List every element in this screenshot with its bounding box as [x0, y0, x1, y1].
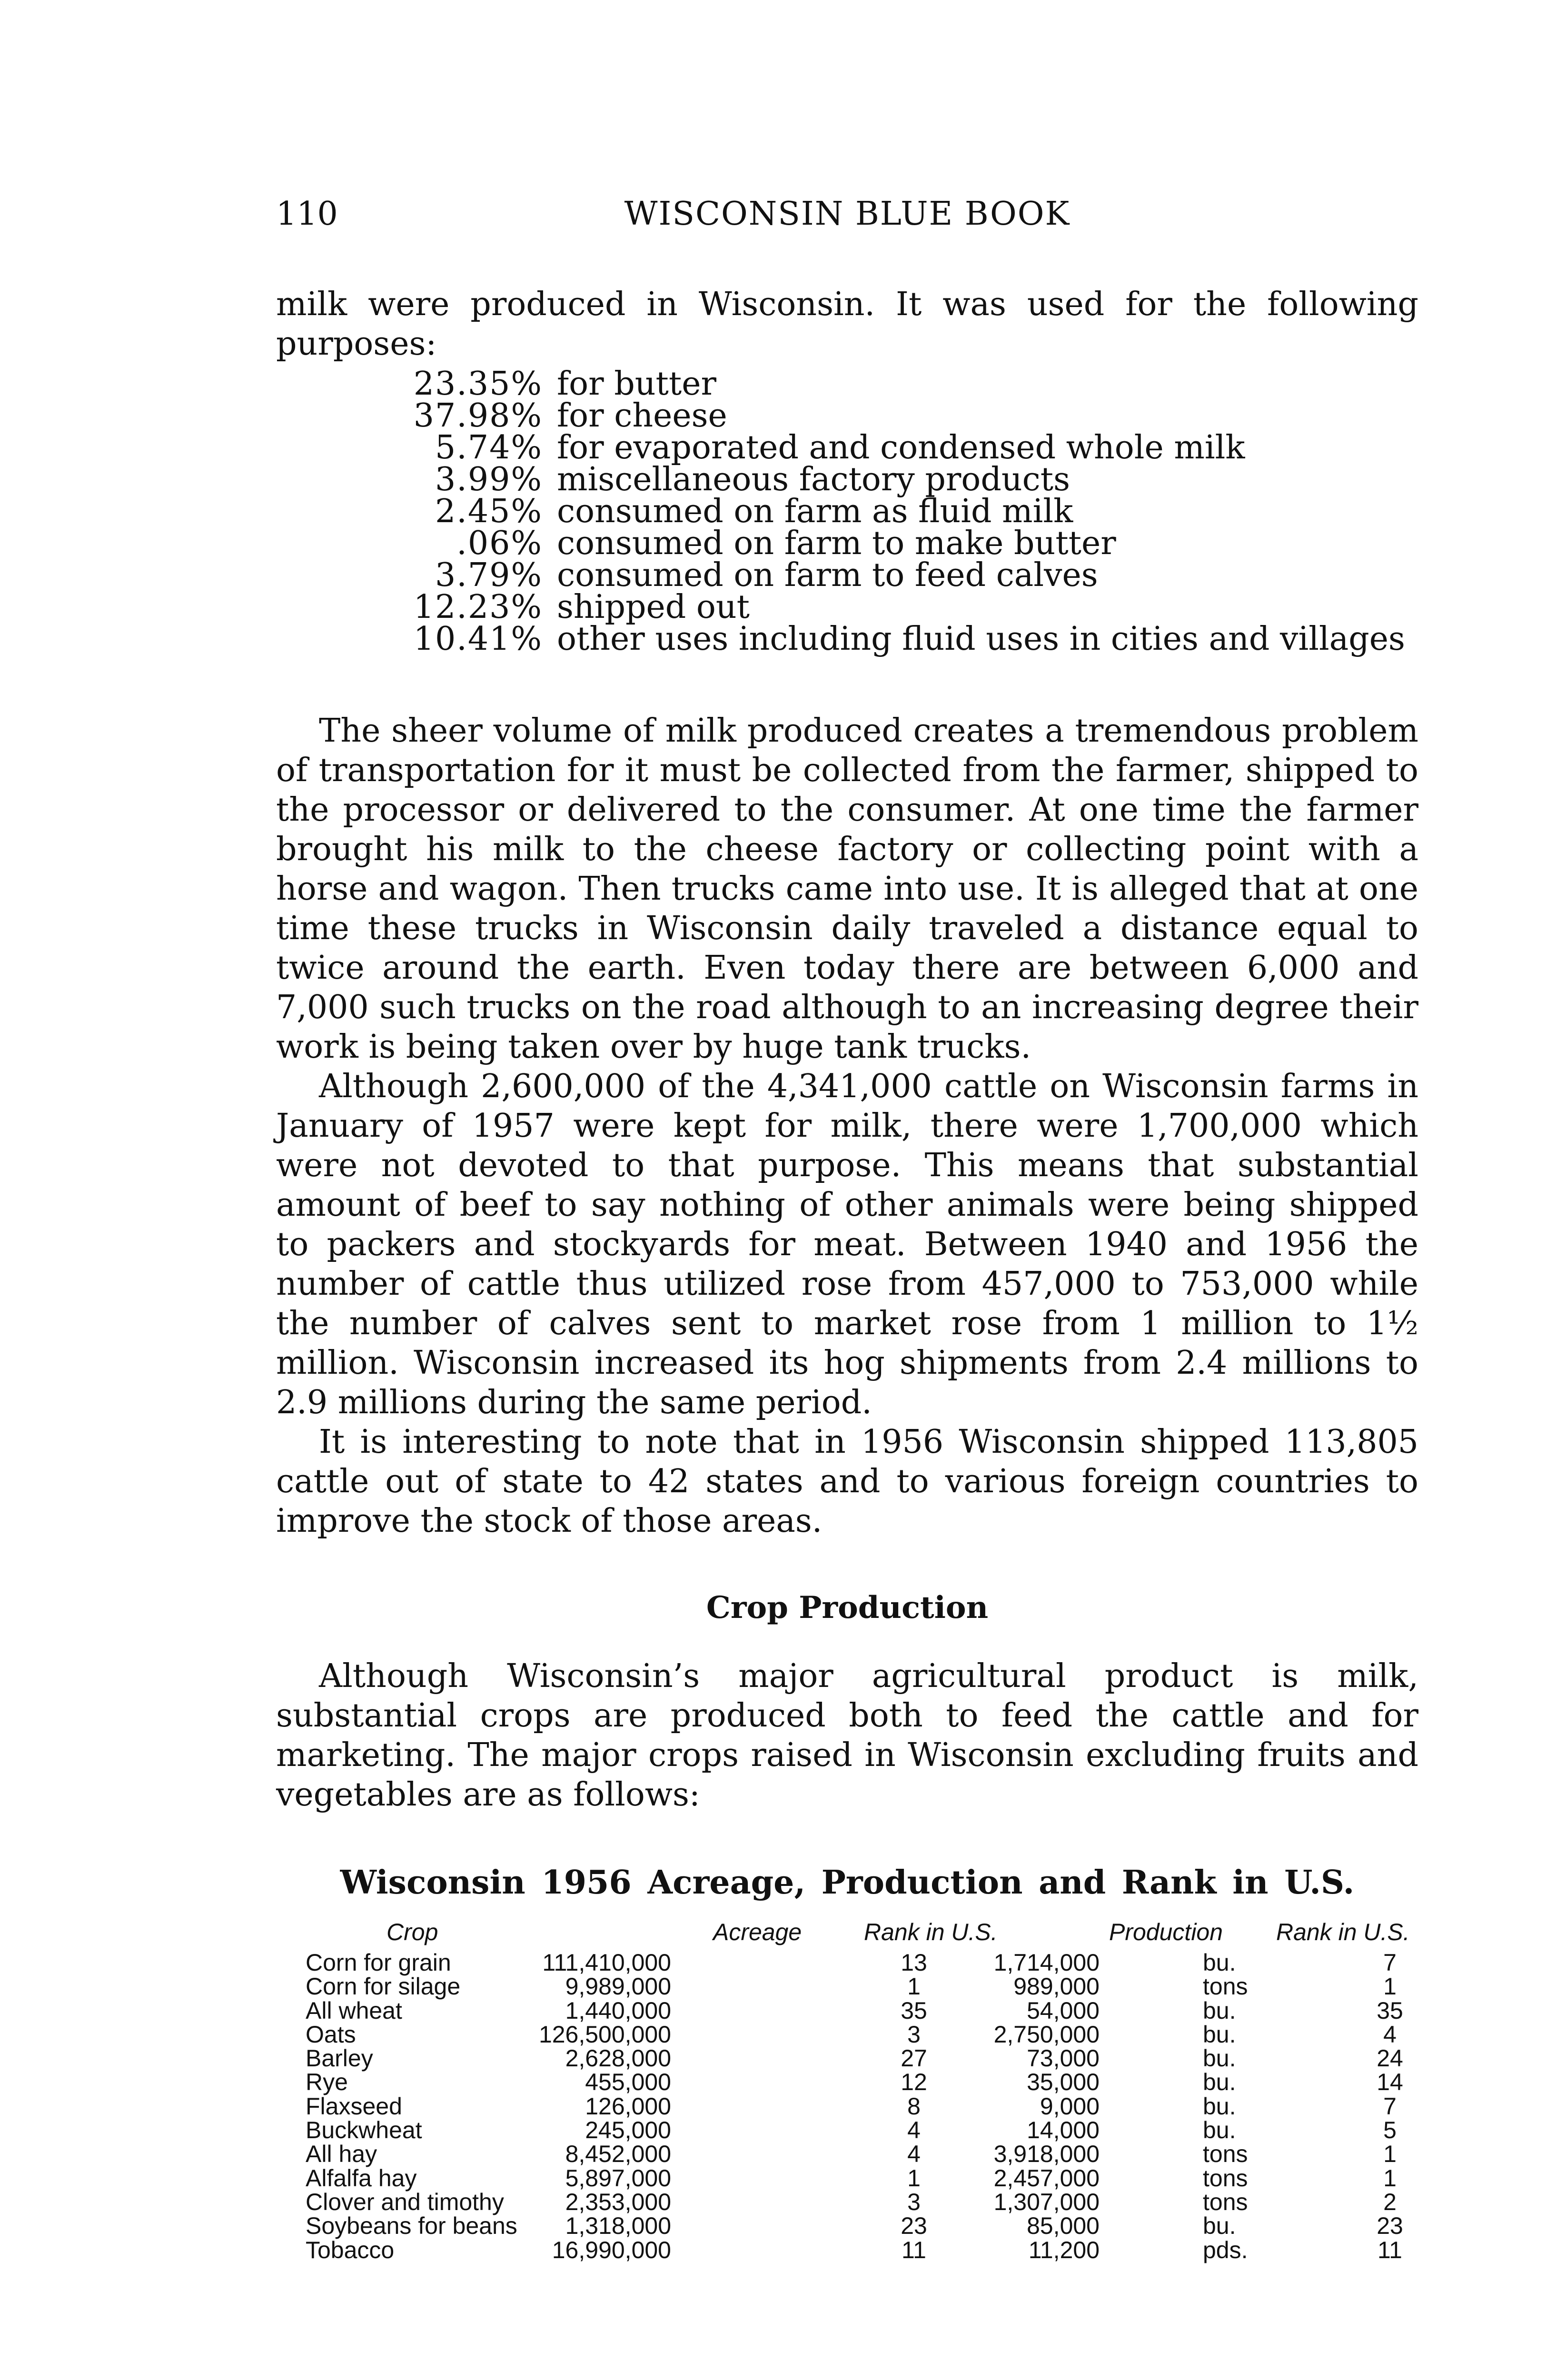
cell-production: 8,452,000 — [565, 2141, 671, 2168]
cell-unit: bu. — [1203, 1997, 1236, 2024]
use-percent: .06% — [456, 525, 543, 562]
table-row — [286, 2070, 1428, 2094]
cell-unit: tons — [1203, 2188, 1248, 2215]
cell-rank-production: 1 — [1383, 1973, 1397, 2000]
use-percent: 12.23% — [413, 588, 543, 626]
cell-rank-acreage: 27 — [901, 2045, 927, 2072]
use-percent: 37.98% — [413, 397, 543, 435]
use-percent: 3.79% — [435, 556, 543, 594]
cell-acreage: 1,714,000 — [993, 1949, 1100, 1976]
list-item — [276, 588, 1418, 626]
cell-crop: Buckwheat — [306, 2117, 422, 2144]
table-row — [286, 2166, 1428, 2190]
crop-paragraph — [276, 1656, 1418, 1815]
column-header-rank-production: Rank in U.S. — [1276, 1919, 1410, 1945]
list-item — [276, 556, 1418, 594]
table-title: Wisconsin 1956 Acreage, Production and Rank in U.S. — [340, 1864, 1355, 1902]
cell-unit: bu. — [1203, 2069, 1236, 2096]
paragraph-transportation: The sheer volume of milk produced creates a tremendous problem of transportation for it must be collected from the farmer, shipped to the processor or delivered to the consumer. At one time the farmer brought his milk to the cheese factory or collecting point with a horse and wagon. Then trucks came into use. It is alleged that at one time these trucks in Wisconsin daily traveled a distance equal to twice around the earth. Even today there are between 6,000 and 7,000 such trucks on the road although to an increasing degree their work is being taken over by huge tank trucks. — [276, 712, 1418, 1066]
column-header-production: Production — [1109, 1919, 1223, 1945]
use-description: shipped out — [557, 588, 750, 626]
cell-acreage: 73,000 — [1027, 2045, 1100, 2072]
cell-rank-acreage: 23 — [901, 2212, 927, 2240]
cell-crop: Soybeans for beans — [306, 2212, 517, 2240]
cell-production: 16,990,000 — [552, 2236, 671, 2263]
cell-acreage: 2,750,000 — [993, 2021, 1100, 2048]
use-description: miscellaneous factory products — [557, 461, 1070, 498]
cell-crop: Oats — [306, 2021, 356, 2048]
cell-crop: Tobacco — [306, 2236, 395, 2263]
cell-rank-production: 4 — [1383, 2021, 1397, 2048]
cell-unit: tons — [1203, 2164, 1248, 2192]
cell-production: 126,000 — [585, 2092, 671, 2120]
table-row — [286, 2118, 1428, 2142]
use-description: for evaporated and condensed whole milk — [557, 429, 1245, 466]
cell-rank-acreage: 35 — [901, 1997, 927, 2024]
cell-acreage: 54,000 — [1027, 1997, 1100, 2024]
cell-rank-production: 5 — [1383, 2117, 1397, 2144]
cell-rank-production: 35 — [1377, 1997, 1403, 2024]
cell-unit: tons — [1203, 1973, 1248, 2000]
table-row — [286, 1999, 1428, 2023]
cell-rank-acreage: 1 — [907, 1973, 921, 2000]
use-description: for butter — [557, 365, 716, 403]
cell-production: 245,000 — [585, 2117, 671, 2144]
column-header-rank-acreage: Rank in U.S. — [864, 1919, 998, 1945]
cell-rank-acreage: 13 — [901, 1949, 927, 1976]
cell-rank-acreage: 8 — [907, 2092, 921, 2120]
cell-acreage: 35,000 — [1027, 2069, 1100, 2096]
crop-table — [286, 1918, 1428, 2262]
cell-crop: Clover and timothy — [306, 2188, 504, 2215]
cell-unit: bu. — [1203, 2212, 1236, 2240]
use-percent: 2.45% — [435, 493, 543, 530]
cell-acreage: 9,000 — [1040, 2092, 1100, 2120]
cell-acreage: 14,000 — [1027, 2117, 1100, 2144]
paragraph-cattle: Although 2,600,000 of the 4,341,000 cattle on Wisconsin farms in January of 1957 were kept for milk, there were 1,700,000 which were not devoted to that purpose. This means that substantial amount of beef to say nothing of other animals were being shipped to packers and stockyards for meat. Between 1940 and 1956 the number of cattle thus utilized rose from 457,000 to 753,000 while the number of calves sent to market rose from 1 million to 1½ million. Wisconsin increased its hog shipments from 2.4 millions to 2.9 millions during the same period. — [276, 1068, 1418, 1421]
intro-paragraph — [276, 285, 1418, 364]
cell-production: 2,353,000 — [565, 2188, 671, 2215]
table-row — [286, 2023, 1428, 2046]
cell-unit: bu. — [1203, 2092, 1236, 2120]
table-row — [286, 1974, 1428, 1998]
table-row — [286, 2214, 1428, 2238]
use-percent: 5.74% — [435, 429, 543, 466]
cell-production: 126,500,000 — [538, 2021, 671, 2048]
cell-rank-production: 2 — [1383, 2188, 1397, 2215]
cell-production: 1,440,000 — [565, 1997, 671, 2024]
cell-production: 5,897,000 — [565, 2164, 671, 2192]
column-header-acreage: Acreage — [713, 1919, 802, 1945]
table-row — [286, 2046, 1428, 2070]
use-description: consumed on farm to make butter — [557, 525, 1116, 562]
cell-rank-production: 7 — [1383, 1949, 1397, 1976]
column-header-crop: Crop — [386, 1919, 438, 1945]
cell-crop: Barley — [306, 2045, 373, 2072]
cell-unit: bu. — [1203, 1949, 1236, 1976]
cell-acreage: 989,000 — [1013, 1973, 1100, 2000]
cell-acreage: 3,918,000 — [993, 2141, 1100, 2168]
list-item — [276, 461, 1418, 498]
use-percent: 10.41% — [413, 620, 543, 658]
use-description: consumed on farm as fluid milk — [557, 493, 1073, 530]
cell-rank-acreage: 4 — [907, 2141, 921, 2168]
page-header — [276, 195, 1418, 238]
cell-crop: All wheat — [306, 1997, 402, 2024]
cell-acreage: 85,000 — [1027, 2212, 1100, 2240]
cell-production: 111,410,000 — [542, 1949, 671, 1976]
table-header — [286, 1918, 1428, 1951]
cell-production: 1,318,000 — [565, 2212, 671, 2240]
cell-rank-production: 14 — [1377, 2069, 1403, 2096]
cell-rank-production: 1 — [1383, 2141, 1397, 2168]
cell-rank-production: 1 — [1383, 2164, 1397, 2192]
list-item — [276, 620, 1418, 658]
list-item — [276, 429, 1418, 466]
use-description: other uses including fluid uses in cities and villages — [557, 620, 1405, 658]
cell-rank-acreage: 4 — [907, 2117, 921, 2144]
use-description: consumed on farm to feed calves — [557, 556, 1098, 594]
table-row — [286, 2238, 1428, 2262]
cell-rank-acreage: 11 — [902, 2236, 926, 2263]
milk-uses-list — [276, 365, 1418, 658]
use-percent: 23.35% — [413, 365, 543, 403]
table-row — [286, 1951, 1428, 1974]
table-row — [286, 2190, 1428, 2214]
cell-unit: tons — [1203, 2141, 1248, 2168]
cell-production: 455,000 — [585, 2069, 671, 2096]
cell-production: 2,628,000 — [565, 2045, 671, 2072]
list-item — [276, 365, 1418, 403]
paragraph-shipments: It is interesting to note that in 1956 Wisconsin shipped 113,805 cattle out of state to 42 states and to various foreign countries to improve the stock of those areas. — [276, 1423, 1418, 1540]
body-paragraphs — [276, 711, 1418, 1541]
cell-unit: pds. — [1203, 2236, 1248, 2263]
intro-text: milk were produced in Wisconsin. It was used for the following purposes: — [276, 286, 1418, 363]
running-title: WISCONSIN BLUE BOOK — [624, 195, 1070, 233]
use-percent: 3.99% — [435, 461, 543, 498]
cell-rank-production: 24 — [1377, 2045, 1403, 2072]
cell-acreage: 1,307,000 — [993, 2188, 1100, 2215]
section-heading: Crop Production — [706, 1590, 989, 1626]
cell-rank-acreage: 12 — [901, 2069, 927, 2096]
cell-crop: Corn for grain — [306, 1949, 451, 1976]
cell-crop: Flaxseed — [306, 2092, 402, 2120]
list-item — [276, 525, 1418, 562]
cell-unit: bu. — [1203, 2021, 1236, 2048]
cell-acreage: 11,200 — [1028, 2236, 1100, 2263]
page-number: 110 — [276, 195, 338, 233]
crop-intro-text: Although Wisconsin’s major agricultural product is milk, substantial crops are produced both to feed the cattle and for marketing. The major crops raised in Wisconsin excluding fruits and vegetables are as follows: — [276, 1657, 1418, 1814]
cell-rank-production: 11 — [1378, 2236, 1402, 2263]
list-item — [276, 397, 1418, 435]
table-row — [286, 2094, 1428, 2118]
cell-rank-production: 7 — [1383, 2092, 1397, 2120]
cell-unit: bu. — [1203, 2045, 1236, 2072]
cell-crop: All hay — [306, 2141, 377, 2168]
cell-unit: bu. — [1203, 2117, 1236, 2144]
cell-crop: Alfalfa hay — [306, 2164, 417, 2192]
cell-rank-acreage: 3 — [907, 2021, 921, 2048]
cell-rank-acreage: 3 — [907, 2188, 921, 2215]
table-row — [286, 2142, 1428, 2166]
cell-acreage: 2,457,000 — [993, 2164, 1100, 2192]
use-description: for cheese — [557, 397, 727, 435]
cell-production: 9,989,000 — [565, 1973, 671, 2000]
list-item — [276, 493, 1418, 530]
cell-crop: Rye — [306, 2069, 348, 2096]
cell-rank-acreage: 1 — [907, 2164, 921, 2192]
cell-rank-production: 23 — [1377, 2212, 1403, 2240]
cell-crop: Corn for silage — [306, 1973, 461, 2000]
